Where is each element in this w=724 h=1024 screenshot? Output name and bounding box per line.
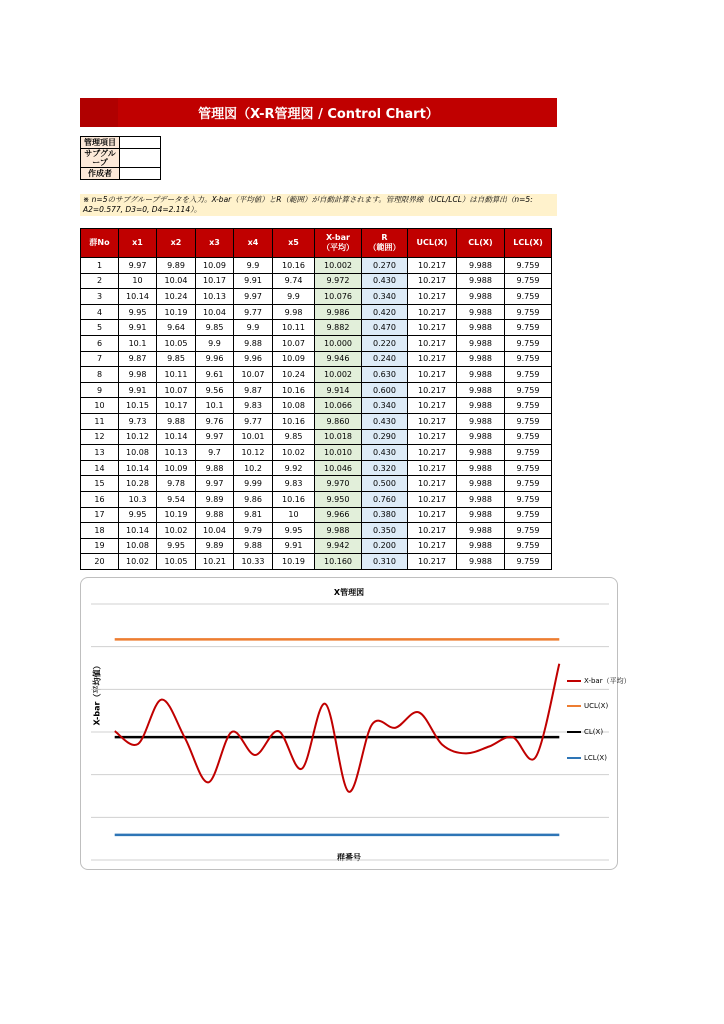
table-cell[interactable]: 9.73 [119,413,157,429]
table-row [81,445,552,461]
chart-x-axis-label: 群番号 [337,853,361,862]
table-cell: 0.340 [362,398,408,414]
table-cell: 9.759 [505,289,552,305]
table-row [81,507,552,523]
table-cell[interactable]: 9.86 [234,491,273,507]
table-cell[interactable]: 9.97 [119,258,157,274]
table-cell[interactable]: 10.11 [157,367,196,383]
table-cell[interactable]: 9.79 [234,523,273,539]
table-cell[interactable]: 17 [81,507,119,523]
table-cell[interactable]: 10.15 [119,398,157,414]
table-cell[interactable]: 10.02 [273,445,315,461]
series-xbar-line [115,664,560,792]
table-cell[interactable]: 9.95 [273,523,315,539]
table-row [81,413,552,429]
meta-value-item[interactable] [120,137,161,149]
table-cell: 9.988 [457,398,505,414]
legend-swatch [567,757,581,759]
table-cell[interactable]: 10.33 [234,554,273,570]
table-cell: 0.310 [362,554,408,570]
table-cell: 10.217 [408,382,457,398]
table-cell[interactable]: 15 [81,476,119,492]
table-cell[interactable]: 10.13 [157,445,196,461]
table-cell: 9.970 [315,476,362,492]
table-cell[interactable]: 16 [81,491,119,507]
table-cell[interactable]: 10.09 [273,351,315,367]
table-cell[interactable]: 10.08 [119,445,157,461]
table-cell: 0.200 [362,538,408,554]
table-cell[interactable]: 9.77 [234,413,273,429]
table-cell[interactable]: 10.13 [196,289,234,305]
table-cell[interactable]: 10.24 [273,367,315,383]
table-cell: 0.420 [362,304,408,320]
table-cell: 10.066 [315,398,362,414]
meta-row [81,168,161,180]
table-cell: 10.217 [408,273,457,289]
table-row [81,429,552,445]
table-cell: 10.046 [315,460,362,476]
table-cell: 10.217 [408,460,457,476]
chart-y-axis-label: X-bar（平均値） [92,661,102,726]
table-cell[interactable]: 10.08 [119,538,157,554]
table-cell[interactable]: 10.08 [273,398,315,414]
legend-label: CL(X) [584,728,604,736]
table-cell: 0.270 [362,258,408,274]
table-cell[interactable]: 9.91 [119,382,157,398]
table-cell: 9.759 [505,507,552,523]
table-cell: 10.217 [408,523,457,539]
column-header: UCL(X) [408,229,457,258]
table-cell[interactable]: 9.76 [196,413,234,429]
sheet-title: 管理図（X-R管理図 / Control Chart） [198,107,439,122]
table-cell: 10.217 [408,429,457,445]
table-cell[interactable]: 10.07 [273,335,315,351]
table-cell[interactable]: 9.54 [157,491,196,507]
legend-swatch [567,705,581,707]
table-cell[interactable]: 9.85 [196,320,234,336]
table-cell[interactable]: 9.95 [157,538,196,554]
table-cell: 0.600 [362,382,408,398]
table-cell[interactable]: 9.88 [234,335,273,351]
table-cell: 9.988 [457,304,505,320]
table-cell[interactable]: 14 [81,460,119,476]
table-cell: 10.002 [315,367,362,383]
table-row [81,491,552,507]
table-cell[interactable]: 9.9 [273,289,315,305]
legend-label: LCL(X) [584,754,607,762]
table-cell[interactable]: 10.12 [119,429,157,445]
table-cell[interactable]: 10.04 [157,273,196,289]
table-row [81,554,552,570]
table-cell[interactable]: 9.91 [234,273,273,289]
table-cell[interactable]: 9.97 [234,289,273,305]
table-cell: 9.759 [505,491,552,507]
table-row [81,351,552,367]
table-cell[interactable]: 10.16 [273,413,315,429]
table-row [81,304,552,320]
table-cell: 10.217 [408,367,457,383]
column-header: 群No [81,229,119,258]
table-cell[interactable]: 9.89 [196,538,234,554]
table-cell: 9.759 [505,258,552,274]
table-cell: 10.217 [408,507,457,523]
legend-label: X-bar（平均） [584,677,631,685]
table-cell[interactable]: 7 [81,351,119,367]
table-row [81,335,552,351]
meta-row [81,137,161,149]
table-body [81,258,552,570]
table-cell: 9.759 [505,304,552,320]
table-cell: 9.988 [457,476,505,492]
table-cell[interactable]: 9.89 [196,491,234,507]
table-cell[interactable]: 12 [81,429,119,445]
table-cell: 9.759 [505,445,552,461]
table-cell[interactable]: 9.87 [119,351,157,367]
table-cell[interactable]: 6 [81,335,119,351]
table-cell[interactable]: 10.02 [157,523,196,539]
title-bar-cap [80,98,118,127]
table-cell[interactable]: 10.28 [119,476,157,492]
table-cell: 0.430 [362,445,408,461]
table-row [81,382,552,398]
column-header: x2 [157,229,196,258]
table-cell[interactable]: 9.97 [196,476,234,492]
table-cell[interactable]: 9.64 [157,320,196,336]
table-cell: 9.988 [457,460,505,476]
table-cell[interactable]: 10.04 [196,304,234,320]
table-cell[interactable]: 10.14 [119,460,157,476]
instruction-note: ※ n=5のサブグループデータを入力。X-bar（平均値）とR（範囲）が自動計算されます。管理限界線（UCL/LCL）は自動算出（n=5: A2=0.577, D3=0, D4=2.114）。 [80,194,557,216]
table-row [81,273,552,289]
meta-label-item: 管理項目 [81,137,120,149]
table-cell[interactable]: 9.91 [119,320,157,336]
table-row [81,398,552,414]
column-header: X-bar （平均） [315,229,362,258]
table-cell: 9.759 [505,398,552,414]
table-cell: 10.002 [315,258,362,274]
legend-swatch [567,731,581,733]
table-cell: 9.966 [315,507,362,523]
table-cell: 0.320 [362,460,408,476]
meta-label-author: 作成者 [81,168,120,180]
table-cell[interactable]: 10.07 [157,382,196,398]
chart-plot-area [81,578,617,869]
table-cell[interactable]: 9.7 [196,445,234,461]
table-cell: 0.220 [362,335,408,351]
table-cell[interactable]: 10.21 [196,554,234,570]
table-cell[interactable]: 9.88 [234,538,273,554]
table-cell[interactable]: 9.89 [157,258,196,274]
table-cell: 9.759 [505,351,552,367]
table-cell[interactable]: 10.14 [119,289,157,305]
table-cell: 9.988 [457,320,505,336]
table-cell: 0.760 [362,491,408,507]
table-cell: 0.500 [362,476,408,492]
table-cell: 9.950 [315,491,362,507]
chart-title: X管理図 [333,588,365,597]
table-cell[interactable]: 3 [81,289,119,305]
table-cell[interactable]: 9.9 [234,258,273,274]
meta-row [81,149,161,168]
table-cell: 10.217 [408,554,457,570]
column-header: x3 [196,229,234,258]
table-cell[interactable]: 10.05 [157,335,196,351]
table-cell[interactable]: 9.88 [196,507,234,523]
table-cell[interactable]: 9.61 [196,367,234,383]
table-cell: 9.759 [505,538,552,554]
table-cell: 10.217 [408,398,457,414]
table-cell[interactable]: 10.07 [234,367,273,383]
table-cell[interactable]: 10.16 [273,382,315,398]
table-cell: 9.942 [315,538,362,554]
table-cell: 10.217 [408,413,457,429]
table-cell: 9.759 [505,429,552,445]
table-cell[interactable]: 9.95 [119,304,157,320]
table-cell[interactable]: 9.56 [196,382,234,398]
table-cell: 9.759 [505,460,552,476]
table-cell[interactable]: 9.78 [157,476,196,492]
table-cell: 9.860 [315,413,362,429]
table-row [81,320,552,336]
table-cell[interactable]: 10.19 [157,507,196,523]
meta-value-subgroup[interactable] [120,149,161,168]
table-cell[interactable]: 10.24 [157,289,196,305]
table-cell[interactable]: 10.05 [157,554,196,570]
data-table [80,228,552,570]
table-cell: 10.217 [408,320,457,336]
table-cell: 10.217 [408,289,457,305]
column-header: x5 [273,229,315,258]
table-cell: 0.430 [362,273,408,289]
table-cell[interactable]: 9.96 [196,351,234,367]
table-cell: 9.946 [315,351,362,367]
table-row [81,523,552,539]
table-cell: 10.160 [315,554,362,570]
table-cell[interactable]: 10.17 [157,398,196,414]
table-cell: 10.217 [408,538,457,554]
table-cell[interactable]: 10 [81,398,119,414]
table-cell[interactable]: 4 [81,304,119,320]
table-cell: 10.000 [315,335,362,351]
table-cell: 9.759 [505,273,552,289]
table-cell[interactable]: 10.2 [234,460,273,476]
table-cell[interactable]: 9.9 [196,335,234,351]
table-cell: 9.759 [505,335,552,351]
table-cell[interactable]: 9.9 [234,320,273,336]
table-cell[interactable]: 9 [81,382,119,398]
table-row [81,460,552,476]
column-header: R （範囲） [362,229,408,258]
table-cell: 9.759 [505,320,552,336]
table-cell: 10.076 [315,289,362,305]
meta-value-author[interactable] [120,168,161,180]
meta-label-subgroup: サブグループ [81,149,120,168]
table-cell[interactable]: 9.92 [273,460,315,476]
table-cell: 9.988 [457,491,505,507]
table-cell[interactable]: 9.88 [196,460,234,476]
table-cell: 10.217 [408,351,457,367]
table-cell[interactable]: 19 [81,538,119,554]
table-cell: 9.988 [457,523,505,539]
table-cell[interactable]: 20 [81,554,119,570]
table-cell[interactable]: 9.95 [119,507,157,523]
table-cell: 9.988 [457,538,505,554]
table-cell[interactable]: 10.3 [119,491,157,507]
table-cell: 10.217 [408,445,457,461]
table-cell: 9.988 [457,367,505,383]
table-cell: 9.759 [505,367,552,383]
table-cell: 10.217 [408,304,457,320]
table-cell[interactable]: 10.16 [273,491,315,507]
table-cell[interactable]: 2 [81,273,119,289]
legend-item-xbar [567,676,631,686]
table-cell: 0.350 [362,523,408,539]
table-cell[interactable]: 10.09 [196,258,234,274]
table-row [81,538,552,554]
table-cell: 9.882 [315,320,362,336]
table-cell[interactable]: 10 [119,273,157,289]
column-header: LCL(X) [505,229,552,258]
column-header: x4 [234,229,273,258]
legend-label: UCL(X) [584,702,609,710]
table-cell: 10.217 [408,491,457,507]
table-cell[interactable]: 9.77 [234,304,273,320]
legend-item-cl [567,728,603,736]
table-cell: 9.988 [457,445,505,461]
table-cell[interactable]: 9.87 [234,382,273,398]
table-cell: 0.340 [362,289,408,305]
table-cell: 9.988 [457,273,505,289]
table-row [81,476,552,492]
table-cell[interactable]: 13 [81,445,119,461]
sheet-title-bar [80,98,557,127]
table-cell[interactable]: 10.16 [273,258,315,274]
table-cell: 9.988 [457,289,505,305]
meta-table [80,136,161,180]
table-cell[interactable]: 9.83 [273,476,315,492]
table-header-row [81,229,552,258]
table-cell: 9.972 [315,273,362,289]
table-row [81,258,552,274]
table-cell: 9.988 [457,554,505,570]
table-cell: 10.217 [408,258,457,274]
table-cell[interactable]: 10.12 [234,445,273,461]
table-cell[interactable]: 9.81 [234,507,273,523]
table-cell[interactable]: 5 [81,320,119,336]
table-cell: 9.988 [457,335,505,351]
table-cell: 9.986 [315,304,362,320]
legend-item-lcl [567,754,607,762]
table-cell[interactable]: 10 [273,507,315,523]
table-cell[interactable]: 9.98 [273,304,315,320]
table-cell[interactable]: 9.99 [234,476,273,492]
table-cell[interactable]: 10.01 [234,429,273,445]
table-cell[interactable]: 9.96 [234,351,273,367]
table-row [81,367,552,383]
table-cell: 0.240 [362,351,408,367]
legend-swatch [567,680,581,682]
table-cell[interactable]: 9.85 [157,351,196,367]
table-cell: 0.630 [362,367,408,383]
table-cell[interactable]: 9.98 [119,367,157,383]
table-cell: 9.988 [457,413,505,429]
table-cell: 9.759 [505,554,552,570]
table-cell: 9.988 [457,351,505,367]
table-cell[interactable]: 9.74 [273,273,315,289]
table-cell[interactable]: 9.85 [273,429,315,445]
table-cell[interactable]: 9.91 [273,538,315,554]
table-cell: 9.988 [457,429,505,445]
column-header: x1 [119,229,157,258]
table-cell[interactable]: 10.1 [196,398,234,414]
table-cell: 9.988 [457,382,505,398]
table-cell[interactable]: 1 [81,258,119,274]
table-cell[interactable]: 8 [81,367,119,383]
table-cell[interactable]: 10.02 [119,554,157,570]
table-cell: 10.010 [315,445,362,461]
table-cell: 10.217 [408,335,457,351]
table-cell: 9.759 [505,382,552,398]
table-cell[interactable]: 9.83 [234,398,273,414]
table-cell: 0.380 [362,507,408,523]
table-cell[interactable]: 9.88 [157,413,196,429]
table-cell[interactable]: 18 [81,523,119,539]
table-cell: 9.988 [457,507,505,523]
x-control-chart [80,577,631,870]
table-cell: 9.988 [457,258,505,274]
table-cell: 10.018 [315,429,362,445]
table-cell: 0.430 [362,413,408,429]
table-cell[interactable]: 10.09 [157,460,196,476]
table-cell[interactable]: 10.14 [119,523,157,539]
table-cell: 9.988 [315,523,362,539]
table-cell: 9.914 [315,382,362,398]
column-header: CL(X) [457,229,505,258]
legend-item-ucl [567,702,608,710]
table-cell: 0.470 [362,320,408,336]
table-cell[interactable]: 9.97 [196,429,234,445]
table-cell: 9.759 [505,476,552,492]
table-cell[interactable]: 10.19 [273,554,315,570]
table-cell: 9.759 [505,523,552,539]
table-cell[interactable]: 10.17 [196,273,234,289]
table-cell[interactable]: 10.1 [119,335,157,351]
table-cell: 10.217 [408,476,457,492]
table-cell: 9.759 [505,413,552,429]
table-cell[interactable]: 10.04 [196,523,234,539]
table-cell[interactable]: 10.14 [157,429,196,445]
table-row [81,289,552,305]
table-cell[interactable]: 11 [81,413,119,429]
table-cell[interactable]: 10.19 [157,304,196,320]
table-cell[interactable]: 10.11 [273,320,315,336]
table-cell: 0.290 [362,429,408,445]
